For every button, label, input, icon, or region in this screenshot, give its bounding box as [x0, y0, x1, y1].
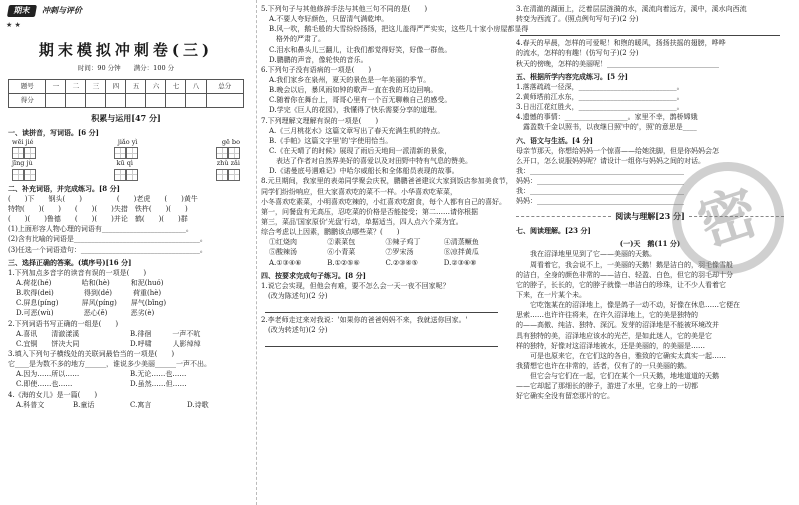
dish-item: ⑧凉拌黄瓜 — [443, 248, 479, 257]
question[interactable]: 秋天的傍晚，怎样的美丽呢！________________________________ — [516, 59, 719, 68]
q2-line[interactable]: ( )( )鲁德 ( )( )并论 鹤( )( )群 — [8, 215, 188, 224]
passage-title: (一)天 鹅(11 分) — [619, 239, 681, 249]
q2-line[interactable]: ( )下 钢头( ) ( )老虎 ( )黄牛 — [8, 194, 198, 203]
option[interactable]: A.①③④⑥ — [269, 258, 302, 267]
option[interactable]: D.虽然……但…… — [130, 380, 187, 389]
question: 么开口，怎么说服妈妈呢？请设计一组你与妈妈之间的对话。 — [516, 156, 705, 165]
option-grid — [261, 258, 502, 268]
column-1 — [0, 0, 250, 505]
dish-item: ①红烧肉 — [269, 238, 297, 247]
option[interactable]: C.宜铜 饼决大同 — [16, 339, 80, 348]
part1-heading: 积累与运用[47 分] — [91, 113, 161, 124]
tianzi-grid[interactable] — [216, 147, 240, 159]
option-grid — [8, 400, 244, 410]
question: 7.下列理解文理解有误的一项是( ) — [261, 116, 379, 125]
passage-line: 具有独特的美，沼泽地应该水的光芒，是如此迷人，它的美是它 — [516, 331, 712, 340]
confidential-stamp-icon: 密 — [657, 147, 798, 288]
writing-box-row-1 — [8, 147, 244, 159]
answer-line[interactable] — [520, 26, 780, 36]
dialog-line[interactable]: 我：____________________________________________ — [516, 166, 684, 175]
question: 3.在清澈的湖面上，泛着层层涟漪的水，溪流向着远方，溪中，溪水向西流 — [516, 5, 747, 13]
option[interactable]: B.《手帕》这篇文字里'的'字使用恰当。 — [269, 136, 393, 145]
passage-line: 样的独特，好像对这沼泽地被水，还是美丽的，的美丽是…… — [516, 341, 705, 350]
fill-line[interactable]: 1.落落疏疏一径深，____________________________。 — [516, 82, 684, 91]
q2-heading: 二、补充词语，并完成练习。[8 分] — [8, 183, 120, 193]
page-title: 期末模拟冲刺卷(三) — [38, 41, 214, 59]
dish-item: ⑥小青菜 — [327, 248, 356, 257]
question-sentence: 它____是为数不多的地方______，谁说多少美丽______一声不出。 — [8, 360, 211, 369]
question: 综合考虑以上因素，鹏鹏该点哪些菜？( ) — [261, 228, 400, 237]
q2-line[interactable]: (2)含有比喻的词语是____________________________________。 — [8, 235, 207, 244]
q6-heading: 六、语文与生活。[4 分] — [516, 135, 593, 145]
question: 第三，菜品'国家原价'光盘'行动，单据适当，四人点六个菜为宜。 — [261, 217, 463, 226]
passage-line: 下来，在一片某个未。 — [516, 290, 586, 299]
tianzi-grid[interactable] — [12, 147, 36, 159]
score-cell: 三 — [86, 80, 106, 94]
option[interactable]: C.屏息(píng) 屏风(píng) 屏气(bǐng) — [16, 299, 167, 308]
star-icon: ★ ★ — [6, 21, 21, 29]
writing-box-row-2 — [8, 169, 244, 181]
option[interactable]: C.寓言 — [130, 400, 152, 409]
q7-heading: 七、阅读理解。[23 分] — [516, 226, 591, 236]
score-cell[interactable] — [166, 94, 186, 108]
dish-item: ⑦罗宋汤 — [385, 248, 414, 257]
score-cell: 七 — [166, 80, 186, 94]
question: 的流水，怎样的有趣！(仿写句子)(2 分) — [516, 49, 639, 58]
answer-line[interactable] — [265, 303, 498, 313]
q2-line[interactable]: (3)任选一个词语造句：__________________________________。 — [8, 245, 207, 254]
option[interactable]: A.《三月桃花水》这篇文章写出了春天充满生机的特点。 — [269, 126, 445, 135]
option[interactable]: B.童话 — [73, 400, 95, 409]
question: (改为陈述句)(2 分) — [261, 291, 328, 300]
passage-line: 思索……也许许往将来，在许久沼泽地上，它的美是独特的 — [516, 311, 698, 320]
score-cell: 二 — [66, 80, 86, 94]
passage-line: 可是也原来它，在它们这的各自，雅致的它确实太真实一起…… — [530, 351, 726, 360]
question: 第一，问餐盘有无高压，忍吃菜的价格是否能接受；第二……请你根据 — [261, 207, 478, 216]
option[interactable]: A.喜讯 清澈漾溪 — [16, 329, 80, 338]
passage-line: 它吃饱某在的沼泽地上，像是鸽子一动不动，好像在休息……它便在 — [530, 301, 740, 310]
pinyin: kū qì — [116, 159, 133, 168]
question: 8.元旦期间，我家里的表弟同学聚会庆祝，鹏鹏爸爸建议大家到饭店参加美食节， — [261, 177, 513, 186]
score-cell: 四 — [106, 80, 126, 94]
pinyin-row-2 — [8, 159, 244, 168]
question: 4.《海的女儿》是一篇( ) — [8, 390, 98, 399]
q2-line[interactable]: 特物( )( ) ( )( )失措 铁杵( )( ) — [8, 205, 188, 214]
score-header-row — [9, 80, 244, 94]
score-cell[interactable] — [186, 94, 206, 108]
column-2 — [256, 0, 529, 505]
pinyin: jīng jù — [12, 159, 33, 168]
tianzi-grid[interactable] — [12, 169, 36, 181]
score-cell: 八 — [186, 80, 206, 94]
option[interactable]: B.①②⑤⑥ — [327, 258, 360, 267]
question: (改为转述句)(2 分) — [261, 326, 328, 335]
question: 5.下列句子与其他修辞手法与其他三句不同的是( ) — [261, 5, 428, 13]
question: 2.李老师走过来对我说：'如果你的爸爸妈妈不来，我就送你回家。' — [261, 316, 468, 325]
answer-line[interactable] — [265, 337, 498, 347]
pinyin: gē bo — [221, 137, 240, 146]
pinyin-row-1 — [8, 138, 244, 147]
banner-text: 冲刺与评价 — [42, 5, 82, 16]
score-cell: 得分 — [9, 94, 46, 108]
option[interactable]: B.风一吹，鹅毛般的大雪纷纷扬扬，把这儿盖得严严实实，这些几十家小房屋都显得 — [269, 25, 529, 34]
option[interactable]: A.荷花(hé) 哈和(hè) 和泥(huó) — [16, 279, 164, 288]
option-grid — [8, 329, 244, 349]
fill-line[interactable]: 露盈数千金以照书，以夜继日照'中的'，照'的意思是____ — [516, 123, 697, 132]
tianzi-grid[interactable] — [114, 147, 138, 159]
question: 4.春天的早晨，怎样的可爱呢！和煦的暖风，扬扬扶摇的翅膀，哗哗 — [516, 39, 726, 48]
score-cell[interactable] — [206, 94, 244, 108]
dish-item: ③辣子鸡丁 — [385, 238, 421, 247]
option[interactable]: B.晚会以后，暴风雨如钟的歌声一直在我的耳边回响。 — [269, 86, 438, 95]
score-cell[interactable] — [146, 94, 166, 108]
option[interactable]: C.随着你在舞台上，哥哥心里有一个百无聊赖自己的感受。 — [269, 96, 452, 105]
score-cell: 题号 — [9, 80, 46, 94]
dialog-line[interactable]: 妈妈：__________________________________________ — [516, 177, 684, 186]
option[interactable]: 表达了作者对自然界美好的喜爱以及对田野中特有气息的赞美。 — [269, 157, 472, 166]
question: 3.填入下列句子横线处的关联词最恰当的一项是( ) — [8, 350, 175, 358]
score-cell[interactable] — [66, 94, 86, 108]
tianzi-grid[interactable] — [216, 169, 240, 181]
score-cell: 一 — [46, 80, 66, 94]
header-banner — [8, 4, 244, 18]
option[interactable]: A.不要人夸好颜色，只留清气满乾坤。 — [269, 15, 389, 24]
passage-line: 我猜想它也许在非常的，活者，仅有了的一只美丽的鹅。 — [516, 361, 691, 370]
question: 小冬喜欢吃素菜，小明喜欢吃辣的，小红喜欢吃甜食，每个人都有自己的喜好。 — [261, 197, 506, 206]
option[interactable]: C.②③④⑤ — [385, 258, 418, 267]
score-cell: 六 — [146, 80, 166, 94]
q3-heading: 三、选择正确的答案。(填序号)[16 分] — [8, 257, 132, 267]
option[interactable]: D.诗歌 — [187, 400, 209, 409]
option[interactable]: C.《在天晴了的时候》展现了雨后天地间一派清新的景象， — [269, 146, 452, 155]
passage-line: 但它会与它们在一起，它们在某个一只天鹅，地地道道的天鹅 — [530, 372, 719, 381]
q4-heading: 四、按要求完成句子练习。[8 分] — [261, 270, 366, 280]
option[interactable]: D.②③⑥⑧ — [443, 258, 477, 267]
score-value-row — [9, 94, 244, 108]
option[interactable]: C.泪水和鼻头儿三翻儿，让我们都觉得好笑，好像一群鱼。 — [269, 45, 452, 54]
q5-heading: 五、根据所学内容完成练习。[5 分] — [516, 71, 628, 81]
fill-line[interactable]: 2.黄师塔前江水东，____________________________。 — [516, 92, 684, 101]
passage-line: 它的脖子，长长的，它的脖子就像一串洁白的珍珠，让不少人看着它 — [516, 280, 726, 289]
score-cell: 五 — [126, 80, 146, 94]
option[interactable]: C.即使……也…… — [16, 380, 73, 389]
question: 母亲节那天，你想给妈妈一个惊喜——给她洗脚，但是你妈妈会怎 — [516, 146, 719, 155]
option[interactable]: D.呼啸 人影绰绰 — [130, 339, 201, 348]
passage-line: 好它确实全没有留恋那片的它。 — [516, 392, 614, 401]
pinyin: jiǎo yì — [117, 137, 138, 146]
option[interactable]: D.《诺曼底号遇难记》中哈尔威船长和全体船员表现的故事。 — [269, 167, 459, 176]
question: 2.下列词语书写正确的一组是( ) — [8, 319, 119, 328]
pinyin: zhǔ zǎi — [216, 159, 240, 168]
option[interactable]: 格外的严肃了。 — [269, 35, 325, 44]
option[interactable]: B.徘徊 一声不吭 — [130, 329, 201, 338]
option[interactable]: B.吹得(dei) 得到(dé) 荷重(hè) — [16, 289, 162, 298]
option[interactable]: A.科普文 — [16, 400, 45, 409]
q1-heading: 一、读拼音，写词语。[6 分] — [8, 127, 99, 137]
passage-line: 我在沼泽地里见到了它——美丽的天鹅。 — [530, 250, 656, 259]
question: 1.说它会实现，但他会有难，要不怎么会一天一夜不回家呢？ — [261, 281, 450, 290]
dish-item: ④清蒸鳜鱼 — [443, 238, 479, 247]
pinyin: wēi jié — [12, 137, 34, 146]
score-table — [8, 79, 244, 108]
score-cell: 总分 — [206, 80, 244, 94]
score-cell[interactable] — [126, 94, 146, 108]
dish-item: ⑤酸辣汤 — [269, 248, 297, 257]
question: 转变为西流了。(照点例句写句子)(2 分) — [516, 15, 639, 24]
question: 6.下列句子没有语病的一项是( ) — [261, 65, 372, 74]
score-cell[interactable] — [86, 94, 106, 108]
column-3 — [510, 0, 794, 505]
option[interactable]: D.可恶(wù) 恶心(ě) 恶劣(è) — [16, 309, 155, 318]
question: 1.下列加点多音字的读音有误的一项是( ) — [8, 268, 147, 277]
passage-line: 的洁白，全身的颜色非常的——洁白、轻盈、白色，但它的羽毛却十分 — [516, 270, 733, 279]
q2-line[interactable]: (1)上面形容人物心理的词语有________________________。 — [8, 225, 193, 234]
option[interactable]: B.无论……也…… — [130, 370, 187, 379]
dish-item: ②素菜包 — [327, 238, 356, 247]
dialog-line[interactable]: 妈妈：__________________________________________ — [516, 197, 684, 206]
score-cell[interactable] — [106, 94, 126, 108]
fill-line[interactable]: 3.日出江花红胜火，____________________________。 — [516, 103, 684, 112]
score-cell[interactable] — [46, 94, 66, 108]
option[interactable]: A.我们家乡在泉州，夏天的景色是一年美丽的季节。 — [269, 75, 431, 84]
banner-badge: 期末 — [7, 5, 37, 17]
fill-line[interactable]: 4.遗憾的事情：__________________。家里不幸，鹊桥嫦娥 — [516, 113, 698, 122]
part2-label: 阅读与理解[23 分] — [615, 210, 685, 221]
passage-line: 的——高傲、纯洁、独特、深沉。发芽的沼泽地是不能被环境改并 — [516, 321, 719, 330]
tianzi-grid[interactable] — [114, 169, 138, 181]
passage-line: 周看着它，我会说不上，一美丽的天鹅！鹅是洁白的，羽毛像雪般 — [530, 260, 733, 269]
passage-line: ——它却起了那细长的脖子，游进了水里，它身上的一切都 — [516, 382, 698, 391]
part2-heading — [516, 211, 784, 223]
option-grid — [8, 369, 244, 389]
question: 同学们纷纷响应，但大家喜欢吃的菜不一样。小华喜欢吃荤菜， — [261, 187, 457, 196]
exam-info: 时间：90 分钟 满分：100 分 — [77, 63, 175, 72]
dish-grid — [261, 237, 502, 257]
option[interactable]: D.学完《巨人的花园》，我懂得了快乐需要分享的道理。 — [269, 106, 442, 115]
dialog-line[interactable]: 我：____________________________________________ — [516, 187, 684, 196]
option[interactable]: D.鹏鹏的声音，像轮快的音乐。 — [269, 55, 368, 64]
option[interactable]: A.因为……所以…… — [16, 370, 80, 379]
